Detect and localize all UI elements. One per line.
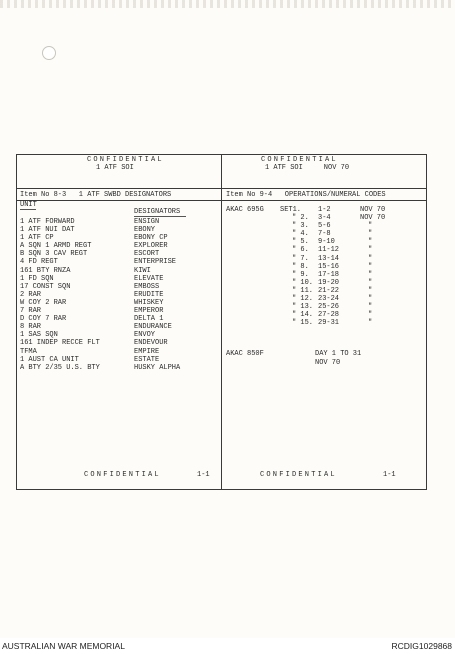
left-soi-title: 1 ATF SOI: [96, 164, 134, 172]
right-classification-header: CONFIDENTIAL: [261, 156, 338, 164]
designator-name: EMPIRE: [134, 347, 160, 356]
month-value: ": [368, 238, 373, 247]
unit-name: 161 INDEP RECCE FLT: [20, 339, 100, 348]
day-range: 19-20: [318, 278, 340, 287]
day-range: 13-14: [318, 254, 340, 263]
month-value: ": [368, 270, 373, 279]
set-number: " 15.: [292, 319, 314, 328]
month-value: NOV 70: [360, 214, 386, 223]
unit-name: A SQN 1 ARMD REGT: [20, 242, 92, 251]
set-number: " 9.: [292, 270, 309, 279]
day-range: 9-10: [318, 238, 335, 247]
unit-name: 1 AUST CA UNIT: [20, 355, 79, 364]
set-number: " 12.: [292, 295, 314, 304]
day-range: 25-26: [318, 303, 340, 312]
day-range: 3-4: [318, 214, 331, 223]
set-number: " 8.: [292, 262, 309, 271]
set-number: " 7.: [292, 254, 309, 263]
month-value: ": [368, 246, 373, 255]
unit-name: 8 RAR: [20, 323, 42, 332]
set-number: SET1.: [280, 206, 302, 214]
code2-month: NOV 70: [315, 359, 341, 367]
unit-name: 2 RAR: [20, 290, 42, 299]
day-range: 15-16: [318, 262, 340, 271]
day-range: 27-28: [318, 311, 340, 320]
left-classification-footer: CONFIDENTIAL: [84, 471, 161, 479]
designators-header-underline: [134, 216, 186, 217]
right-classification-footer: CONFIDENTIAL: [260, 471, 337, 479]
designator-name: ENVOY: [134, 331, 156, 340]
month-list: [360, 206, 385, 327]
designator-name: WHISKEY: [134, 298, 164, 307]
designator-name: EMPEROR: [134, 307, 164, 316]
unit-name: 1 ATF CP: [20, 234, 54, 243]
designator-name: ENDURANCE: [134, 323, 172, 332]
month-value: ": [368, 222, 373, 231]
designator-name: HUSKY ALPHA: [134, 363, 181, 372]
designator-list: [134, 218, 180, 372]
designator-name: ELEVATE: [134, 274, 164, 283]
set-number: " 2.: [292, 214, 309, 223]
day-range: 1-2: [318, 206, 331, 214]
set-number: " 10.: [292, 278, 314, 287]
unit-name: B SQN 3 CAV REGT: [20, 250, 88, 259]
unit-list: [20, 218, 100, 372]
month-value: ": [368, 286, 373, 295]
right-item-title: Item No 9-4 OPERATIONS/NUMERAL CODES: [226, 191, 386, 199]
month-value: ": [368, 319, 373, 328]
month-value: ": [368, 230, 373, 239]
column-divider: [221, 154, 222, 489]
day-range: 29-31: [318, 319, 340, 328]
day-range-list: [318, 206, 339, 327]
unit-name: W COY 2 RAR: [20, 298, 67, 307]
unit-name: 17 CONST SQN: [20, 282, 71, 291]
punch-hole: [42, 46, 56, 60]
designator-name: EXPLORER: [134, 242, 168, 251]
designator-name: ENTERPRISE: [134, 258, 177, 267]
unit-name: A BTY 2/35 U.S. BTY: [20, 363, 100, 372]
day-range: 21-22: [318, 286, 340, 295]
code-akac-850f: AKAC 850F: [226, 350, 264, 358]
set-number: " 14.: [292, 311, 314, 320]
month-value: ": [368, 311, 373, 320]
perforated-edge: [0, 0, 455, 8]
left-item-title: Item No 8-3 1 ATF SWBD DESIGNATORS: [20, 191, 172, 199]
designator-name: KIWI: [134, 266, 151, 275]
archive-id: RCDIG1029868: [391, 641, 452, 651]
day-range: 7-8: [318, 230, 331, 239]
set-list: [280, 206, 313, 327]
set-number: " 11.: [292, 286, 314, 295]
right-page-number: 1-1: [383, 471, 396, 479]
title-divider: [16, 200, 426, 201]
unit-column-header: UNIT: [20, 201, 37, 209]
unit-name: 4 FD REGT: [20, 258, 58, 267]
month-value: ": [368, 303, 373, 312]
unit-name: D COY 7 RAR: [20, 315, 67, 324]
designator-name: ENSIGN: [134, 218, 160, 226]
designator-name: ERUDITE: [134, 290, 164, 299]
unit-name: TFMA: [20, 347, 37, 356]
month-value: ": [368, 262, 373, 271]
day-range: 11-12: [318, 246, 340, 255]
set-number: " 13.: [292, 303, 314, 312]
unit-name: 1 SAS SQN: [20, 331, 58, 340]
left-classification-header: CONFIDENTIAL: [87, 156, 164, 164]
code-akac-695g: AKAC 695G: [226, 206, 264, 214]
designator-name: EBONY: [134, 226, 156, 235]
unit-header-underline: [20, 209, 36, 210]
day-range: 23-24: [318, 295, 340, 304]
month-value: ": [368, 254, 373, 263]
day-range: 17-18: [318, 270, 340, 279]
set-number: " 5.: [292, 238, 309, 247]
day-range: 5-6: [318, 222, 331, 231]
designator-name: EMBOSS: [134, 282, 160, 291]
designator-name: ESCORT: [134, 250, 160, 259]
designator-name: EBONY CP: [134, 234, 168, 243]
left-page-number: 1-1: [197, 471, 210, 479]
archive-footer: [0, 638, 455, 654]
unit-name: 1 ATF FORWARD: [20, 218, 75, 226]
right-soi-title: 1 ATF SOI NOV 70: [265, 164, 350, 172]
designator-name: ENDEVOUR: [134, 339, 168, 348]
designator-name: ESTATE: [134, 355, 160, 364]
set-number: " 4.: [292, 230, 309, 239]
set-number: " 3.: [292, 222, 309, 231]
code2-day-range: DAY 1 TO 31: [315, 350, 362, 358]
unit-name: 1 ATF NUI DAT: [20, 226, 75, 235]
unit-name: 1 FD SQN: [20, 274, 54, 283]
header-divider: [16, 188, 426, 189]
month-value: ": [368, 295, 373, 304]
designator-name: DELTA 1: [134, 315, 164, 324]
set-number: " 6.: [292, 246, 309, 255]
month-value: NOV 70: [360, 206, 386, 214]
unit-name: 7 RAR: [20, 307, 42, 316]
designators-column-header: DESIGNATORS: [134, 208, 181, 216]
month-value: ": [368, 278, 373, 287]
unit-name: 161 BTY RNZA: [20, 266, 71, 275]
archive-name: AUSTRALIAN WAR MEMORIAL: [2, 641, 125, 651]
